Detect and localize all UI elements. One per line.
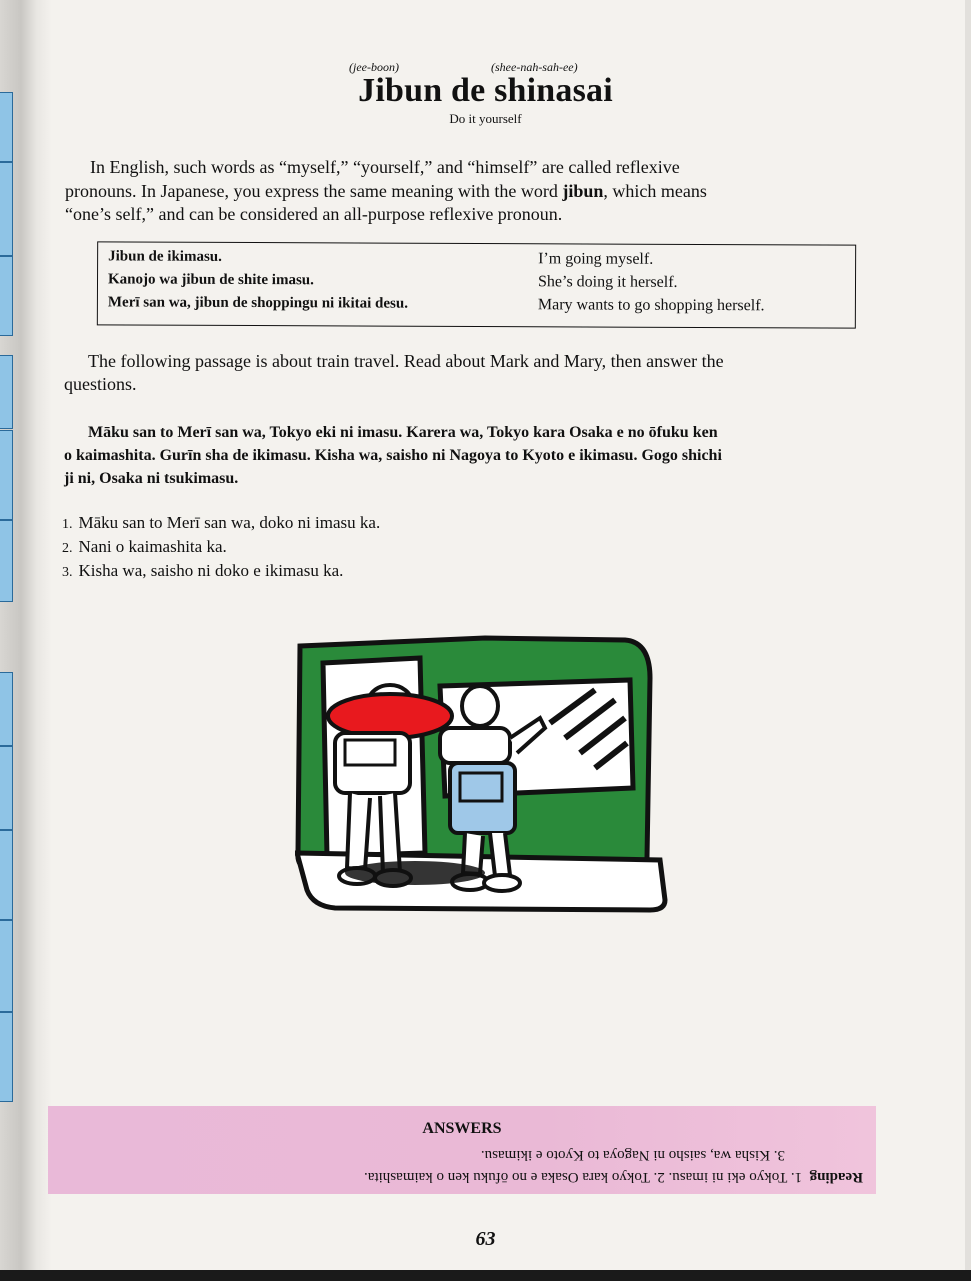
page-number: 63 xyxy=(475,1228,496,1250)
examples-box xyxy=(97,241,856,328)
example-en-3: Mary wants to go shopping herself. xyxy=(537,296,765,315)
pronunciation-jibun: (jee-boon) xyxy=(349,60,399,74)
question-2-text: Nani o kaimashita ka. xyxy=(78,537,227,556)
page-subtitle: Do it yourself xyxy=(449,111,522,126)
page-tab-11 xyxy=(0,1012,13,1102)
intro-line-2c: , which means xyxy=(603,181,707,201)
page-tab-3 xyxy=(0,256,13,336)
reading-line-1: Māku san to Merī san wa, Tokyo eki ni imasu. Karera wa, Tokyo kara Osaka e no ōfuku ken xyxy=(88,424,718,441)
question-2 xyxy=(62,537,227,557)
page-tab-5 xyxy=(0,430,13,520)
example-jp-1: Jibun de ikimasu. xyxy=(108,248,222,265)
question-2-number: 2. xyxy=(62,541,73,556)
page-tab-7 xyxy=(0,672,13,746)
intro-line-2 xyxy=(65,180,707,203)
answers-panel xyxy=(48,1106,876,1194)
page-tab-2 xyxy=(0,162,13,256)
page-edge xyxy=(965,0,971,1270)
page-tab-9 xyxy=(0,830,13,920)
page-tab-6 xyxy=(0,520,13,602)
question-1-text: Māku san to Merī san wa, doko ni imasu ka. xyxy=(78,513,381,532)
reading-passage xyxy=(64,421,890,490)
train-travel-illustration xyxy=(295,628,675,918)
passage-intro-line-2: questions. xyxy=(64,374,137,394)
example-en-1: I’m going myself. xyxy=(538,250,654,268)
page-tab-4 xyxy=(0,355,13,429)
reading-line-2: o kaimashita. Gurīn sha de ikimasu. Kisha wa, saisho ni Nagoya to Kyoto e ikimasu. Gogo shichi xyxy=(64,447,722,464)
question-3-number: 3. xyxy=(62,565,73,580)
question-3-text: Kisha wa, saisho ni doko e ikimasu ka. xyxy=(78,561,344,580)
question-1-number: 1. xyxy=(62,517,73,532)
page-title: Jibun de shinasai xyxy=(358,72,613,109)
answers-line-1 xyxy=(118,1166,863,1188)
page-tab-10 xyxy=(0,920,13,1012)
example-en-2: She’s doing it herself. xyxy=(537,273,678,291)
intro-line-2a: pronouns. In Japanese, you express the same meaning with the word xyxy=(65,181,563,201)
pronunciation-shinasai: (shee-nah-sah-ee) xyxy=(491,60,578,74)
question-1 xyxy=(62,513,380,533)
passage-intro-line-1: The following passage is about train travel. Read about Mark and Mary, then answer the xyxy=(88,351,724,371)
page-tab-8 xyxy=(0,746,13,830)
answers-line-1-text: 1. Tokyo eki ni imasu. 2. Tokyo kara Osaka e no ōfuku ken o kaimashita. xyxy=(364,1169,803,1185)
answers-label: Reading xyxy=(809,1169,863,1185)
intro-line-3: “one’s self,” and can be considered an all-purpose reflexive pronoun. xyxy=(65,204,563,224)
answers-title: ANSWERS xyxy=(422,1120,502,1137)
example-jp-2: Kanojo wa jibun de shite imasu. xyxy=(107,271,314,289)
reading-line-3: ji ni, Osaka ni tsukimasu. xyxy=(64,470,239,487)
question-3 xyxy=(62,561,343,581)
answers-line-2: 3. Kisha wa, saisho ni Nagoya to Kyoto e ikimasu. xyxy=(480,1147,785,1163)
answers-upside-down-text xyxy=(118,1144,863,1188)
shadow xyxy=(345,861,485,885)
intro-line-1: In English, such words as “myself,” “yourself,” and “himself” are called reflexive xyxy=(90,157,680,177)
intro-keyword-jibun: jibun xyxy=(562,181,604,201)
example-jp-3: Merī san wa, jibun de shoppingu ni ikitai desu. xyxy=(107,294,409,312)
